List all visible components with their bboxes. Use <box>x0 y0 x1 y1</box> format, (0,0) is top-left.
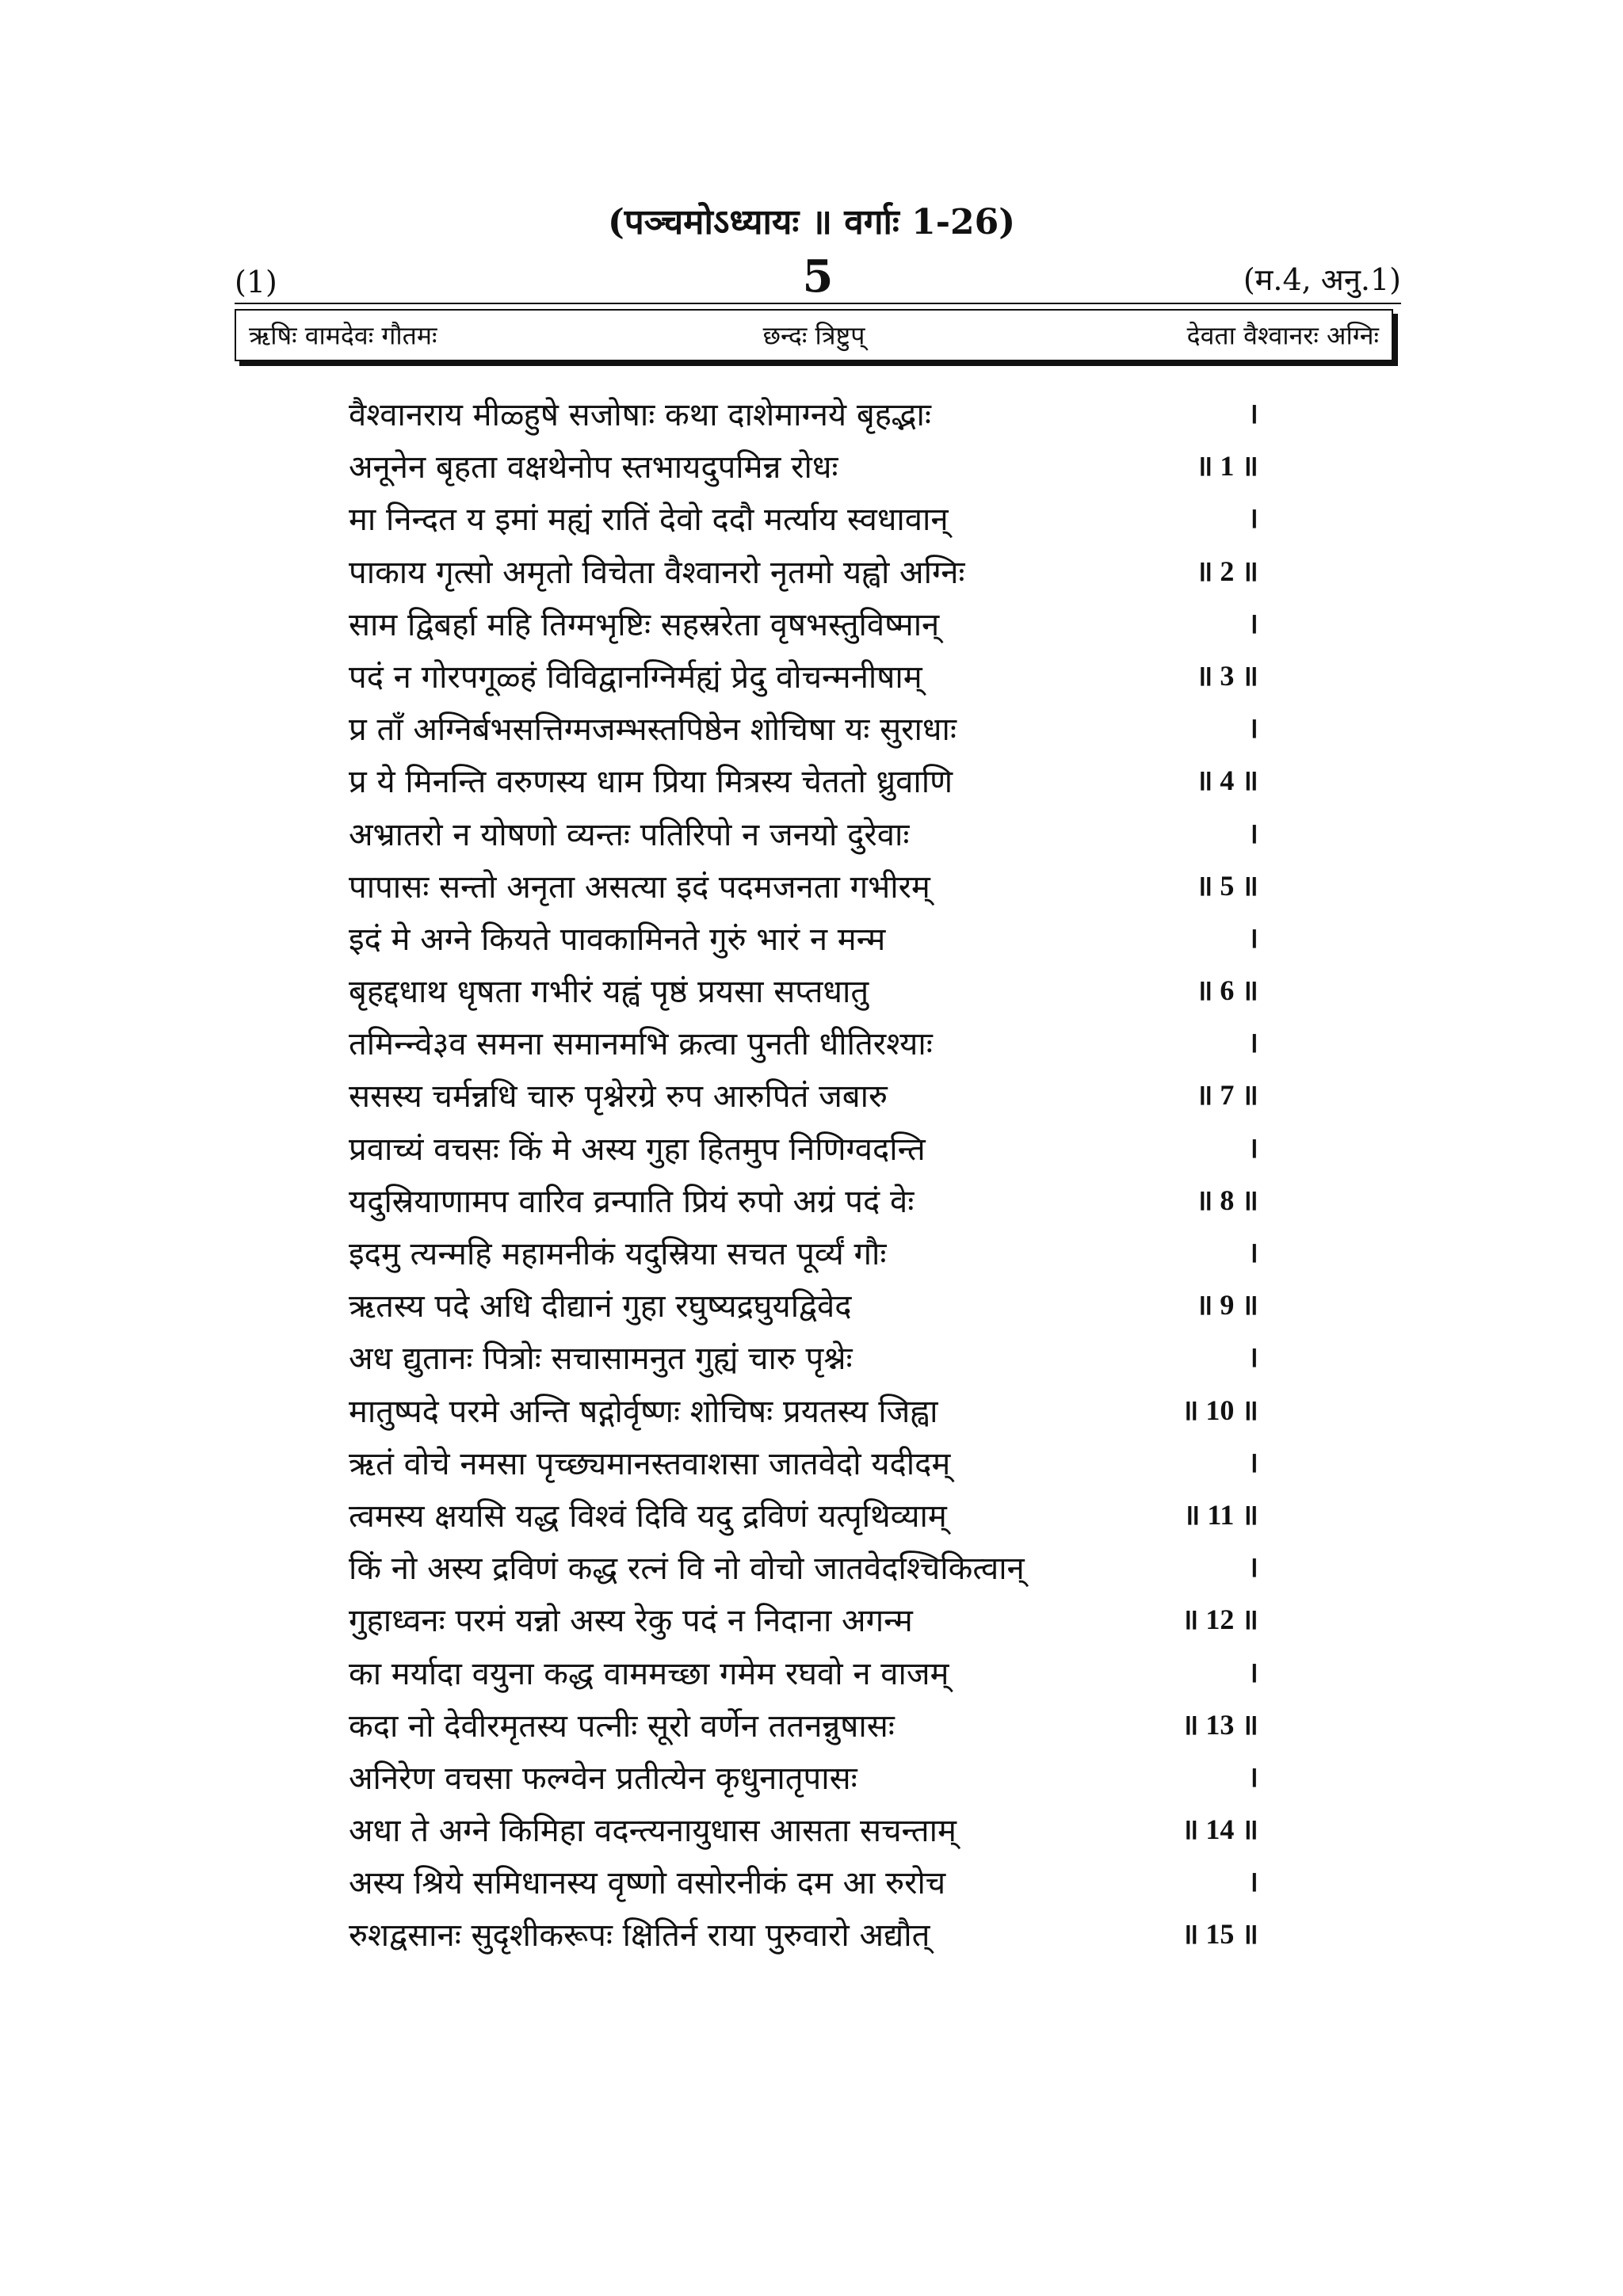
verse-line <box>0 1066 1623 1119</box>
verse-number: ॥ 6 ॥ <box>1195 974 1258 1007</box>
verse-line <box>0 752 1623 804</box>
verse-line <box>0 910 1623 962</box>
verse-text: बृहद्दधाथ धृषता गभीरं यह्वं पृष्ठं प्रयसा सप्तधातु <box>349 974 869 1011</box>
devata-label: देवता वैश्वानरः अग्निः <box>1186 320 1379 351</box>
verse-line <box>0 1749 1623 1801</box>
verse-text: का मर्यादा वयुना कद्ध वाममच्छा गमेम रघवो न वाजम् <box>349 1655 949 1692</box>
verse-list <box>0 385 1623 1958</box>
danda-mark: । <box>1247 921 1258 954</box>
danda-mark: । <box>1247 398 1258 429</box>
danda-mark: । <box>1247 607 1258 639</box>
page-number: 5 <box>802 250 834 303</box>
verse-line <box>0 1014 1623 1066</box>
verse-line <box>0 1434 1623 1486</box>
danda-mark: । <box>1247 817 1258 849</box>
danda-mark: । <box>1247 1866 1258 1898</box>
verse-line <box>0 490 1623 542</box>
danda-mark: । <box>1247 1341 1258 1374</box>
verse-text: प्र ये मिनन्ति वरुणस्य धाम प्रिया मित्रस्य चेततो ध्रुवाणि <box>349 764 953 801</box>
verse-text: मा निन्दत य इमां मह्यं रातिं देवो ददौ मर्त्याय स्वधावान् <box>349 502 949 539</box>
danda-mark: । <box>1247 1760 1258 1793</box>
verse-text: प्र ताँ अग्निर्बभसत्तिग्मजम्भस्तपिष्ठेन शोचिषा यः सुराधाः <box>349 711 957 749</box>
verse-number: ॥ 8 ॥ <box>1195 1184 1258 1216</box>
verse-line <box>0 1853 1623 1905</box>
header-rule <box>235 303 1401 304</box>
verse-number: ॥ 5 ॥ <box>1195 869 1258 902</box>
verse-number: ॥ 13 ॥ <box>1181 1708 1258 1741</box>
verse-text: पाकाय गृत्सो अमृतो विचेता वैश्वानरो नृतमो यह्वो अग्निः <box>349 554 965 591</box>
verse-text: किं नो अस्य द्रविणं कद्ध रत्नं वि नो वोचो जातवेदश्चिकित्वान् <box>349 1550 1025 1588</box>
verse-line <box>0 1119 1623 1172</box>
verse-text: यदुस्रियाणामप वारिव व्रन्पाति प्रियं रुपो अग्रं पदं वेः <box>349 1183 915 1220</box>
verse-text: अभ्रातरो न योषणो व्यन्तः पतिरिपो न जनयो दुरेवाः <box>349 816 910 853</box>
verse-text: अनूनेन बृहता वक्षथेनोप स्तभायदुपमिन्न रोधः <box>349 449 838 486</box>
verse-text: गुहाध्वनः परमं यन्नो अस्य रेकु पदं न निदाना अगन्म <box>349 1603 913 1640</box>
verse-line <box>0 647 1623 700</box>
danda-mark: । <box>1247 1656 1258 1688</box>
verse-text: रुशद्वसानः सुदृशीकरूपः क्षितिर्न राया पुरुवारो अद्यौत् <box>349 1917 930 1955</box>
verse-line <box>0 437 1623 490</box>
verse-line <box>0 595 1623 647</box>
verse-text: अनिरेण वचसा फल्ग्वेन प्रतीत्येन कृधुनातृपासः <box>349 1760 857 1797</box>
verse-line <box>0 1276 1623 1329</box>
verse-number: ॥ 7 ॥ <box>1195 1079 1258 1112</box>
danda-mark: । <box>1247 1131 1258 1164</box>
verse-text: तमिन्न्वे३व समना समानमभि क्रत्वा पुनती धीतिरश्याः <box>349 1026 933 1063</box>
verse-line <box>0 857 1623 910</box>
verse-number: ॥ 9 ॥ <box>1195 1289 1258 1322</box>
verse-text: इदं मे अग्ने कियते पावकामिनते गुरुं भारं न मन्म <box>349 921 886 958</box>
verse-line <box>0 1329 1623 1381</box>
verse-text: साम द्विबर्हा महि तिग्मभृष्टिः सहस्ररेता वृषभस्तुविष्मान् <box>349 606 940 643</box>
rishi-label: ऋषिः वामदेवः गौतमः <box>249 320 437 351</box>
verse-number: ॥ 12 ॥ <box>1181 1604 1258 1636</box>
danda-mark: । <box>1247 1446 1258 1478</box>
verse-number: ॥ 10 ॥ <box>1181 1394 1258 1426</box>
page-header-row <box>235 250 1401 303</box>
verse-text: वैश्वानराय मीळ्हुषे सजोषाः कथा दाशेमाग्नये बृहद्भाः <box>349 397 931 433</box>
verse-text: ससस्य चर्मन्नधि चारु पृश्नेरग्रे रुप आरुपितं जबारु <box>349 1078 888 1116</box>
verse-line <box>0 805 1623 857</box>
verse-number: ॥ 3 ॥ <box>1195 659 1258 692</box>
verse-line <box>0 700 1623 752</box>
verse-line <box>0 1591 1623 1643</box>
verse-text: इदमु त्यन्महि महामनीकं यदुस्रिया सचत पूर्व्यं गौः <box>349 1236 887 1272</box>
verse-text: पापासः सन्तो अनृता असत्या इदं पदमजनता गभीरम् <box>349 868 930 906</box>
verse-text: ऋतं वोचे नमसा पृच्छ्यमानस्तवाशसा जातवेदो यदीदम् <box>349 1445 951 1482</box>
verse-text: त्वमस्य क्षयसि यद्ध विश्वं दिवि यदु द्रविणं यत्पृथिव्याम् <box>349 1497 947 1535</box>
danda-mark: । <box>1247 712 1258 745</box>
verse-number: ॥ 15 ॥ <box>1181 1918 1258 1951</box>
verse-line <box>0 1801 1623 1853</box>
danda-mark: । <box>1247 502 1258 535</box>
verse-line <box>0 1486 1623 1539</box>
verse-line <box>0 1644 1623 1696</box>
verse-text: मातुष्पदे परमे अन्ति षद्गोर्वृष्णः शोचिषः प्रयतस्य जिह्वा <box>349 1393 938 1430</box>
mandala-anuvaka: (म.4, अनु.1) <box>1243 262 1401 297</box>
verse-line <box>0 1224 1623 1276</box>
danda-mark: । <box>1247 1027 1258 1059</box>
danda-mark: । <box>1247 1551 1258 1584</box>
verse-line <box>0 1172 1623 1224</box>
verse-line <box>0 385 1623 437</box>
sukta-info-box <box>235 309 1393 361</box>
verse-text: प्रवाच्यं वचसः किं मे अस्य गुहा हितमुप निणिग्वदन्ति <box>349 1131 926 1168</box>
verse-number: ॥ 11 ॥ <box>1182 1498 1258 1531</box>
verse-text: पदं न गोरपगूळ्हं विविद्वानग्निर्मह्यं प्रेदु वोचन्मनीषाम् <box>349 658 922 696</box>
chhanda-label: छन्दः त्रिष्टुप् <box>762 320 865 351</box>
verse-line <box>0 1539 1623 1591</box>
sukta-number: (1) <box>235 265 277 299</box>
verse-number: ॥ 14 ॥ <box>1181 1814 1258 1846</box>
danda-mark: । <box>1247 1237 1258 1268</box>
verse-number: ॥ 4 ॥ <box>1195 765 1258 797</box>
verse-line <box>0 1696 1623 1749</box>
verse-text: अस्य श्रिये समिधानस्य वृष्णो वसोरनीकं दम आ रुरोच <box>349 1865 946 1902</box>
verse-number: ॥ 2 ॥ <box>1195 555 1258 587</box>
verse-line <box>0 543 1623 595</box>
verse-line <box>0 962 1623 1014</box>
verse-text: कदा नो देवीरमृतस्य पत्नीः सूरो वर्णेन ततनन्नुषासः <box>349 1707 895 1745</box>
verse-text: ऋतस्य पदे अधि दीद्यानं गुहा रघुष्यद्रघुयद्विवेद <box>349 1288 852 1325</box>
verse-line <box>0 1905 1623 1958</box>
verse-line <box>0 1382 1623 1434</box>
verse-number: ॥ 1 ॥ <box>1195 450 1258 482</box>
verse-text: अध द्युतानः पित्रोः सचासामनुत गुह्यं चारु पृश्नेः <box>349 1341 853 1378</box>
verse-text: अधा ते अग्ने किमिहा वदन्त्यनायुधास आसता सचन्ताम् <box>349 1813 957 1850</box>
adhyaya-heading: (पञ्चमोऽध्यायः ॥ वर्गाः 1-26) <box>607 202 1016 242</box>
